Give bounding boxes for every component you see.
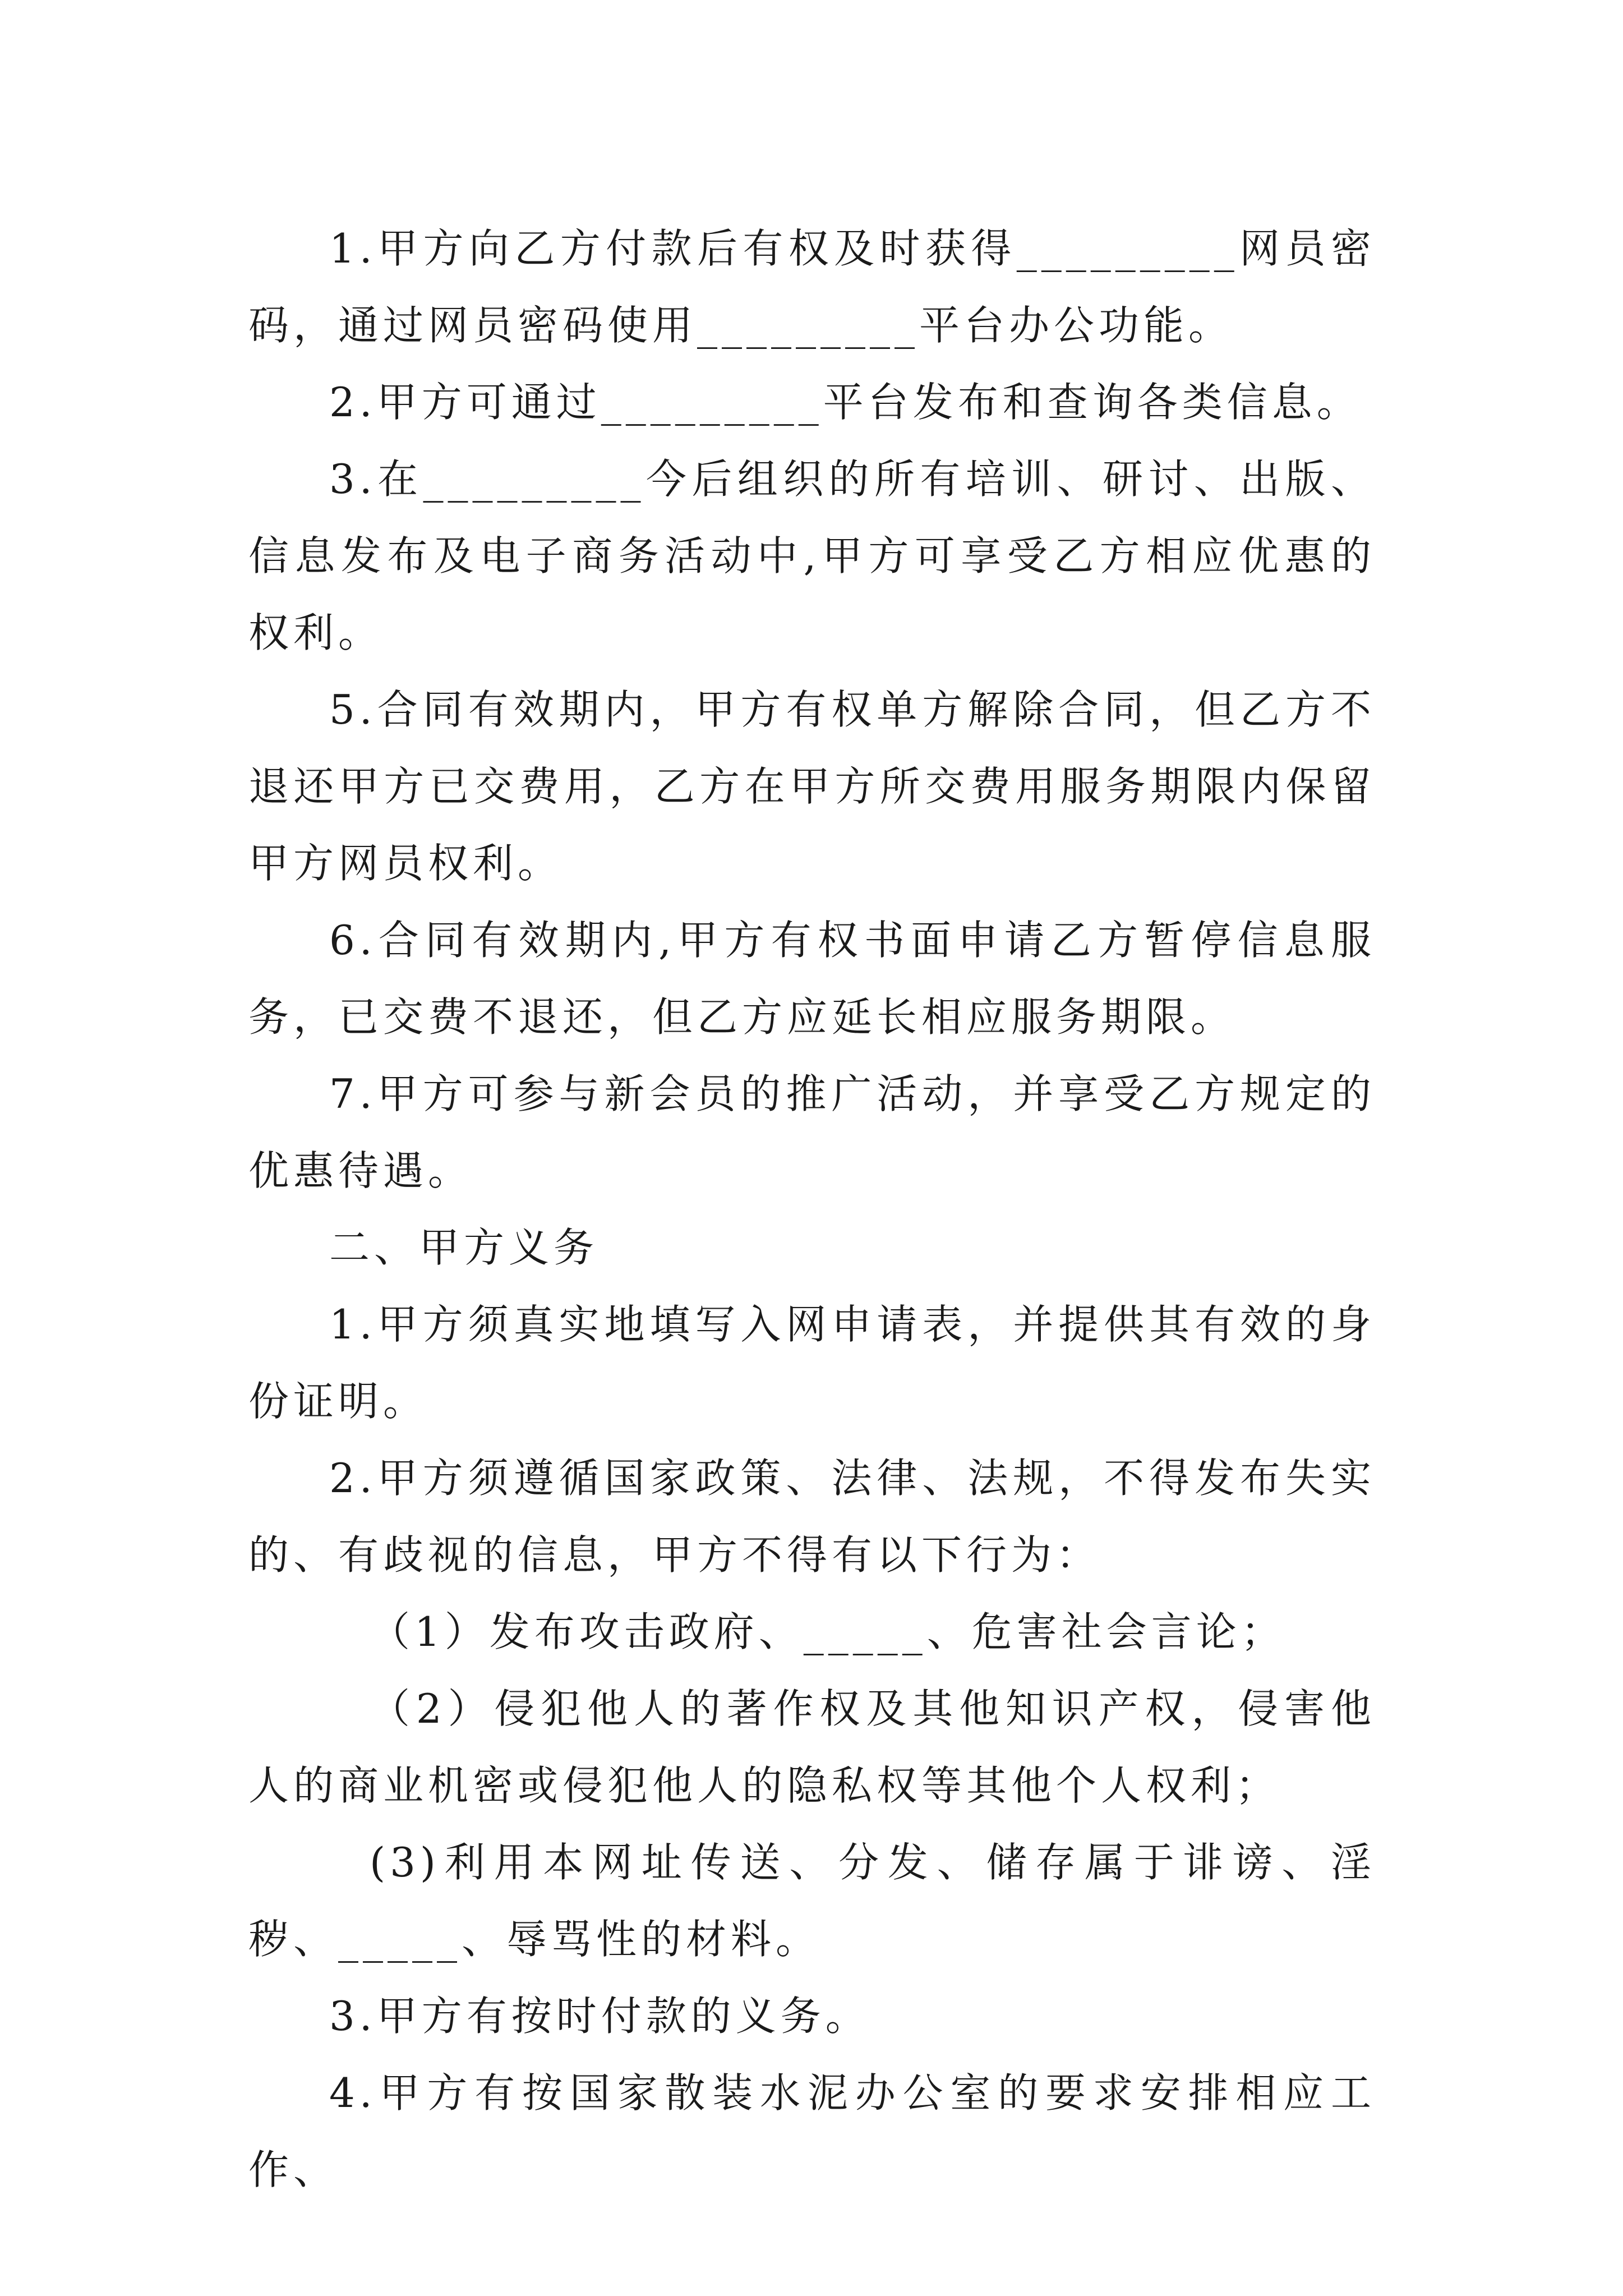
paragraph-prohibited-1: （1）发布攻击政府、_____、危害社会言论；: [370, 1608, 1286, 1655]
paragraph-prohibited-3: (3)利用本网址传送、分发、储存属于诽谤、淫秽、_____、辱骂性的材料。: [248, 1839, 1376, 1963]
paragraph-right-2: 2.甲方可通过_________平台发布和查询各类信息。: [329, 379, 1362, 426]
document-body: [248, 210, 1376, 2208]
paragraph-right-6: 6.合同有效期内,甲方有权书面申请乙方暂停信息服务，已交费不退还，但乙方应延长相应服务期限。: [248, 917, 1376, 1041]
paragraph-right-3: 3.在_________今后组织的所有培训、研讨、出版、信息发布及电子商务活动中,甲方可享受乙方相应优惠的权利。: [248, 455, 1376, 656]
paragraph-obligation-1: 1.甲方须真实地填写入网申请表，并提供其有效的身份证明。: [248, 1301, 1376, 1425]
paragraph-right-5: 5.合同有效期内，甲方有权单方解除合同，但乙方不退还甲方已交费用，乙方在甲方所交费用服务期限内保留甲方网员权利。: [248, 686, 1376, 887]
section-heading-obligations: 二、甲方义务: [329, 1224, 599, 1271]
paragraph-prohibited-2: （2）侵犯他人的著作权及其他知识产权，侵害他人的商业机密或侵犯他人的隐私权等其他个人权利；: [248, 1685, 1376, 1809]
paragraph-obligation-4: 4.甲方有按国家散装水泥办公室的要求安排相应工作、: [248, 2069, 1376, 2193]
paragraph-obligation-2: 2.甲方须遵循国家政策、法律、法规，不得发布失实的、有歧视的信息，甲方不得有以下行为：: [248, 1455, 1376, 1579]
paragraph-right-7: 7.甲方可参与新会员的推广活动，并享受乙方规定的优惠待遇。: [248, 1070, 1376, 1194]
paragraph-obligation-3: 3.甲方有按时付款的义务。: [329, 1993, 870, 2040]
paragraph-right-1: 1.甲方向乙方付款后有权及时获得_________网员密码，通过网员密码使用_________平台办公功能。: [248, 225, 1376, 349]
